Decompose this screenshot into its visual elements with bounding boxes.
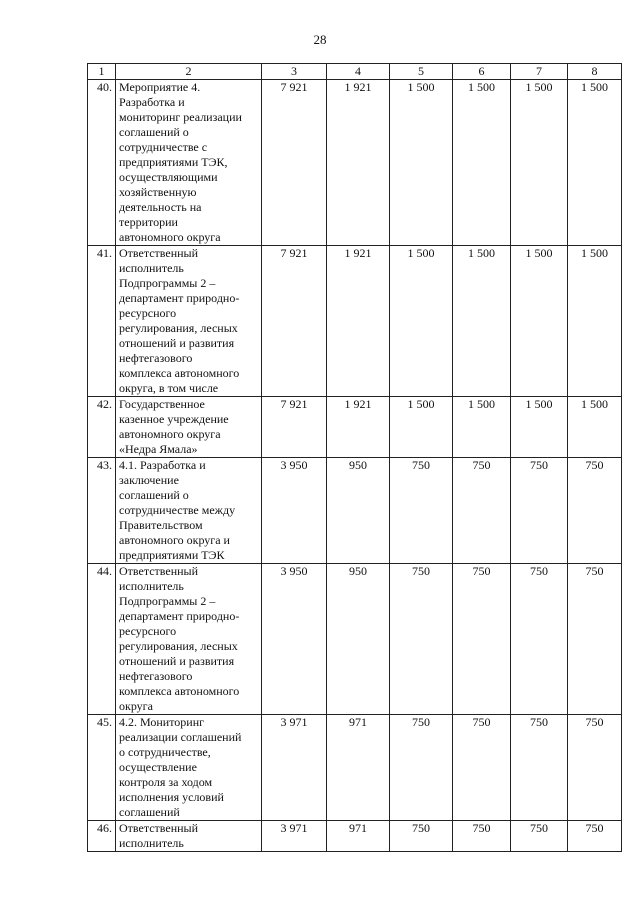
row-description	[116, 246, 262, 397]
value-cell: 3 971	[262, 821, 327, 852]
value-cell: 750	[568, 715, 622, 821]
value-cell: 750	[390, 564, 453, 715]
table-row	[88, 80, 622, 246]
table-row	[88, 564, 622, 715]
description-line: ресурсного	[119, 624, 177, 638]
value-cell: 1 500	[453, 397, 511, 458]
description-line: Государственное	[119, 397, 205, 411]
value-cell: 1 921	[327, 397, 390, 458]
description-line: департамент природно-	[119, 291, 240, 305]
description-line: нефтегазового	[119, 351, 193, 365]
description-line: контроля за ходом	[119, 775, 213, 789]
description-line: Правительством	[119, 518, 203, 532]
value-cell: 1 500	[511, 80, 568, 246]
table-row	[88, 397, 622, 458]
description-line: отношений и развития	[119, 336, 235, 350]
value-cell: 950	[327, 564, 390, 715]
budget-table	[87, 63, 622, 852]
header-cell: 7	[511, 64, 568, 80]
row-number: 44.	[88, 564, 116, 715]
value-cell: 1 500	[453, 80, 511, 246]
description-line: регулирования, лесных	[119, 321, 238, 335]
description-line: реализации соглашений	[119, 730, 242, 744]
description-line: исполнитель	[119, 261, 184, 275]
value-cell: 750	[390, 458, 453, 564]
value-cell: 750	[511, 564, 568, 715]
value-cell: 750	[511, 458, 568, 564]
value-cell: 750	[568, 564, 622, 715]
value-cell: 750	[453, 458, 511, 564]
header-row	[88, 64, 622, 80]
row-description	[116, 80, 262, 246]
description-line: деятельность на	[119, 200, 202, 214]
value-cell: 750	[390, 715, 453, 821]
value-cell: 750	[453, 715, 511, 821]
description-line: осуществляющими	[119, 170, 218, 184]
value-cell: 750	[511, 821, 568, 852]
value-cell: 7 921	[262, 246, 327, 397]
header-cell: 6	[453, 64, 511, 80]
row-number: 45.	[88, 715, 116, 821]
header-cell: 3	[262, 64, 327, 80]
value-cell: 1 500	[511, 246, 568, 397]
description-line: 4.2. Мониторинг	[119, 715, 205, 729]
description-line: казенное учреждение	[119, 412, 229, 426]
description-line: Ответственный	[119, 564, 199, 578]
description-line: «Недра Ямала»	[119, 442, 198, 456]
description-line: Разработка и	[119, 95, 185, 109]
description-line: о сотрудничестве,	[119, 745, 211, 759]
row-description	[116, 821, 262, 852]
description-line: предприятиями ТЭК,	[119, 155, 228, 169]
description-line: округа	[119, 699, 153, 713]
description-line: автономного округа и	[119, 533, 230, 547]
description-line: автономного округа	[119, 230, 221, 244]
value-cell: 1 500	[453, 246, 511, 397]
row-number: 42.	[88, 397, 116, 458]
description-line: хозяйственную	[119, 185, 197, 199]
description-line: соглашений	[119, 805, 180, 819]
value-cell: 971	[327, 821, 390, 852]
value-cell: 750	[453, 821, 511, 852]
table-row	[88, 821, 622, 852]
value-cell: 750	[453, 564, 511, 715]
value-cell: 750	[568, 458, 622, 564]
value-cell: 1 500	[568, 397, 622, 458]
description-line: соглашений о	[119, 125, 189, 139]
description-line: исполнитель	[119, 579, 184, 593]
description-line: предприятиями ТЭК	[119, 548, 225, 562]
value-cell: 1 500	[390, 397, 453, 458]
value-cell: 1 921	[327, 246, 390, 397]
description-line: отношений и развития	[119, 654, 235, 668]
row-number: 40.	[88, 80, 116, 246]
value-cell: 1 500	[390, 80, 453, 246]
description-line: сотрудничестве с	[119, 140, 208, 154]
value-cell: 750	[511, 715, 568, 821]
value-cell: 1 921	[327, 80, 390, 246]
description-line: департамент природно-	[119, 609, 240, 623]
value-cell: 3 950	[262, 564, 327, 715]
value-cell: 1 500	[511, 397, 568, 458]
value-cell: 1 500	[568, 246, 622, 397]
header-cell: 1	[88, 64, 116, 80]
value-cell: 750	[568, 821, 622, 852]
value-cell: 7 921	[262, 397, 327, 458]
page-number: 28	[313, 32, 327, 47]
description-line: 4.1. Разработка и	[119, 458, 206, 472]
value-cell: 971	[327, 715, 390, 821]
description-line: Подпрограммы 2 –	[119, 276, 216, 290]
description-line: соглашений о	[119, 488, 189, 502]
header-cell: 4	[327, 64, 390, 80]
description-line: Мероприятие 4.	[119, 80, 201, 94]
table-row	[88, 246, 622, 397]
row-description	[116, 715, 262, 821]
value-cell: 7 921	[262, 80, 327, 246]
value-cell: 1 500	[390, 246, 453, 397]
description-line: ресурсного	[119, 306, 177, 320]
table-row	[88, 715, 622, 821]
description-line: исполнитель	[119, 836, 184, 850]
description-line: комплекса автономного	[119, 366, 240, 380]
row-number: 46.	[88, 821, 116, 852]
description-line: сотрудничестве между	[119, 503, 236, 517]
row-description	[116, 564, 262, 715]
table-row	[88, 458, 622, 564]
value-cell: 950	[327, 458, 390, 564]
description-line: нефтегазового	[119, 669, 193, 683]
value-cell: 750	[390, 821, 453, 852]
row-number: 41.	[88, 246, 116, 397]
description-line: комплекса автономного	[119, 684, 240, 698]
row-description	[116, 397, 262, 458]
description-line: регулирования, лесных	[119, 639, 238, 653]
header-cell: 8	[568, 64, 622, 80]
description-line: Подпрограммы 2 –	[119, 594, 216, 608]
description-line: территории	[119, 215, 178, 229]
description-line: осуществление	[119, 760, 197, 774]
header-cell: 2	[116, 64, 262, 80]
row-number: 43.	[88, 458, 116, 564]
header-cell: 5	[390, 64, 453, 80]
description-line: мониторинг реализации	[119, 110, 242, 124]
description-line: округа, в том числе	[119, 381, 219, 395]
value-cell: 3 950	[262, 458, 327, 564]
description-line: заключение	[119, 473, 179, 487]
value-cell: 3 971	[262, 715, 327, 821]
description-line: Ответственный	[119, 246, 199, 260]
description-line: автономного округа	[119, 427, 221, 441]
row-description	[116, 458, 262, 564]
description-line: Ответственный	[119, 821, 199, 835]
value-cell: 1 500	[568, 80, 622, 246]
description-line: исполнения условий	[119, 790, 224, 804]
